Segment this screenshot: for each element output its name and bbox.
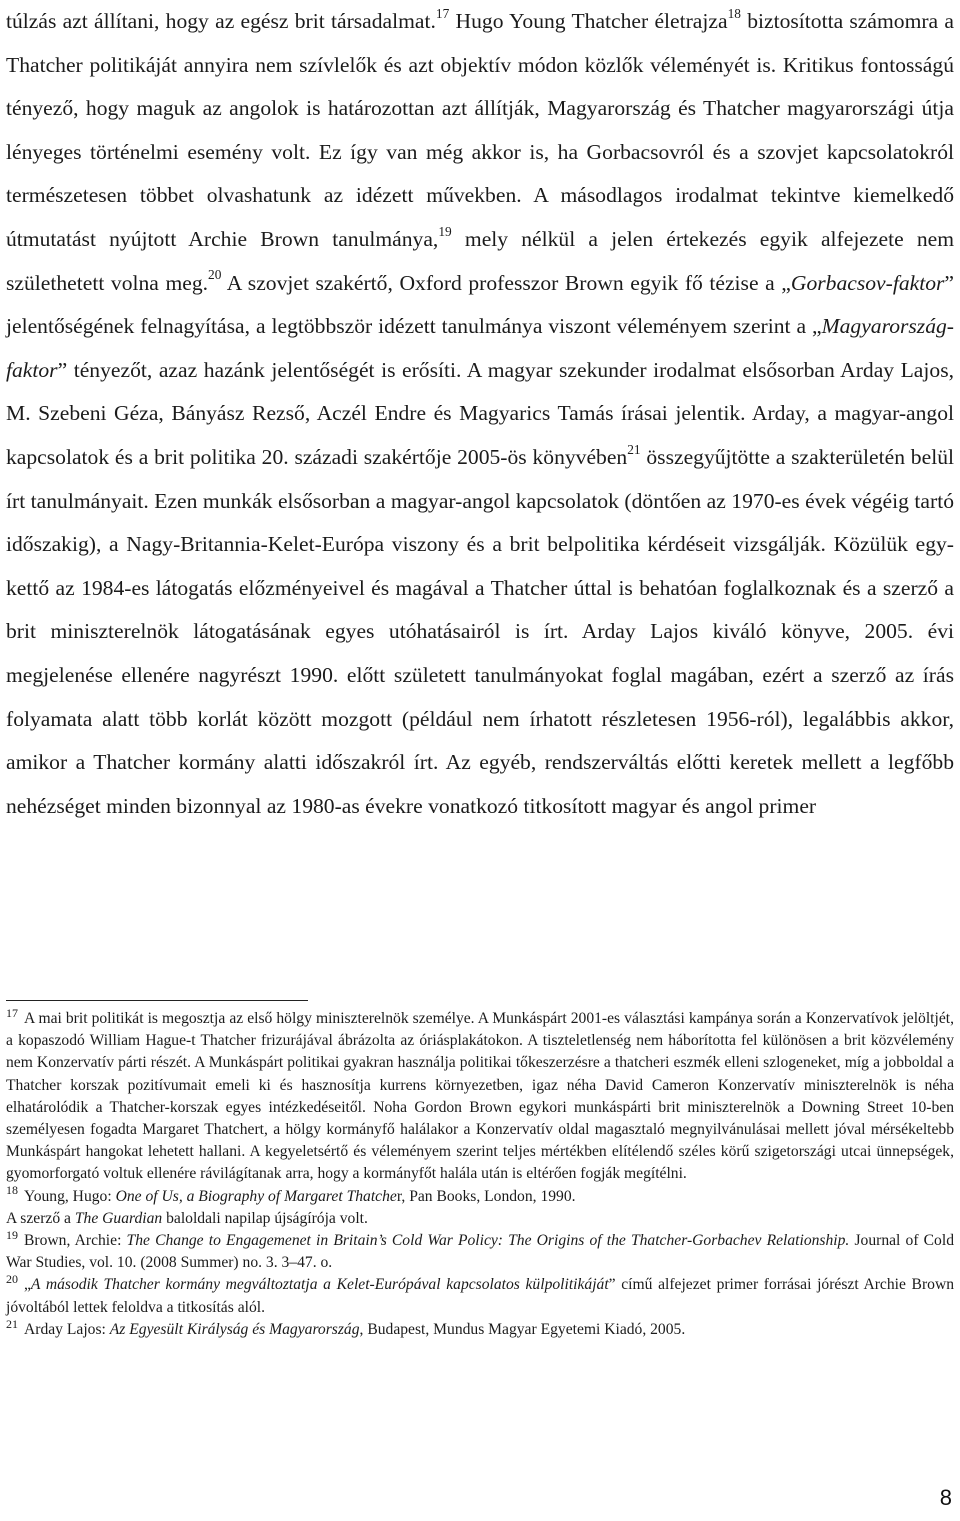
- footnote-number: 19: [6, 1227, 18, 1242]
- footnote-ref-21[interactable]: 21: [627, 441, 641, 457]
- footnote-text: ” című alfejezet primer forrásai jórészt Archie Brown jóvoltából lettek feloldva a titkosítás alól.: [6, 1276, 954, 1316]
- footnote-text: „: [24, 1276, 31, 1294]
- page-number: 8: [939, 1485, 952, 1510]
- footnote-17: [6, 1005, 954, 1186]
- footnote-number: 17: [6, 1005, 18, 1020]
- footnote-title: One of Us, a Biography of Margaret Thatche: [115, 1187, 397, 1205]
- footnote-21: [6, 1316, 954, 1341]
- footnote-text: Young, Hugo:: [24, 1187, 116, 1205]
- footnote-text: , Budapest, Mundus Magyar Egyetemi Kiadó, 2005.: [359, 1320, 686, 1338]
- footnote-text: Arday Lajos:: [24, 1320, 110, 1338]
- footnotes: [6, 1005, 954, 1341]
- footnote-text: Brown, Archie:: [24, 1232, 127, 1250]
- footnote-title: The Change to Engagemenet in Britain’s Cold War Policy: The Origins of the Thatcher-Gorbachev Relationship.: [126, 1232, 850, 1250]
- body-text-segment: túlzás azt állítani, hogy az egész brit társadalmat.: [6, 9, 436, 33]
- footnote-19: [6, 1227, 954, 1274]
- footnote-20: [6, 1274, 954, 1318]
- footnote-title: The Guardian: [74, 1209, 163, 1227]
- body-text-segment: ” jelentőségének felnagyítása, a legtöbbször idézett tanulmánya viszont véleményem szerint a „: [6, 270, 954, 339]
- footnote-18-note: [6, 1208, 954, 1230]
- footnote-text: Journal of Cold War Studies, vol. 10. (2008 Summer) no. 3. 3–47. o.: [6, 1232, 954, 1272]
- body-text-segment: összegyűjtötte a szakterületén belül írt tanulmányait. Ezen munkák elsősorban a magyar-angol kapcsolatok (döntően az 1970-es évek végéig tartó időszakig), a Nagy-Britannia-Kelet-Európa viszony és a brit belpolitika kérdéseit vizsgálják. Közülük egy-kettő az 1984-es látogatás előzményeivel és magával a Thatcher úttal is behatóan foglalkoznak és a szerző a brit miniszterelnök látogatásának egyes utóhatásairól is írt. Arday Lajos kiváló könyve, 2005. évi megjelenése ellenére nagyrészt 1990. előtt született tanulmányokat foglal magában, ezért a szerző az írás folyamata alatt több korlát között mozgott (például nem írhatott részletesen 1956-ról), legalábbis akkor, amikor a Thatcher kormány alatti időszakról írt. Az egyéb, rendszerváltás előtti keretek mellett a legfőbb nehézséget minden bizonnyal az 1980-as évekre vonatkozó titkosított magyar és angol primer: [6, 444, 954, 818]
- main-text: [6, 0, 954, 828]
- body-text-segment: A szovjet szakértő, Oxford professzor Brown egyik fő tézise a „: [221, 270, 791, 295]
- footnote-ref-18[interactable]: 18: [727, 5, 741, 21]
- footnote-number: 21: [6, 1316, 18, 1331]
- footnote-title: A második Thatcher kormány megváltoztatja a Kelet-Európával kapcsolatos külpolitikáját: [30, 1276, 609, 1294]
- footnote-ref-20[interactable]: 20: [208, 267, 222, 283]
- footnote-text: A szerző a: [6, 1209, 75, 1227]
- footnote-text: baloldali napilap újságírója volt.: [162, 1209, 368, 1227]
- footnote-ref-19[interactable]: 19: [438, 223, 452, 239]
- footnote-18: [6, 1183, 954, 1208]
- body-paragraph: [6, 0, 954, 828]
- body-text-segment: Hugo Young Thatcher életrajza: [449, 9, 728, 33]
- footnote-text: A mai brit politikát is megosztja az első hölgy miniszterelnök személye. A Munkáspárt 2001-es választási kampánya során a Konzervatívok jelöltjét, a kopaszodó William Hague-t Thatcher frizurájával ábrázolta az óriásplakátokon. A tiszteletlenség nem háborította fel különösen a brit közvélemény nem Konzervatív párti részét. A Munkáspárt politikai gyakran használja politikai tőkeszerzésre a thatcheri eszmék elleni szlogeneket, míg a jobboldal a Thatcher korszak pozitívumait emeli ki és hasznosítja kurrens környezetben, igaz néha David Cameron Konzervatív miniszterelnök is néha elhatárolódik a Thatcher-korszak egyes intézkedéseitől. Noha Gordon Brown egykori munkáspárti brit miniszterelnök a Downing Street 10-ben személyesen fogadta Margaret Thatchert, a hölgy kormányfő halálakor a Konzervatív oldal magasztaló megnyilvánulásai mellett jóval mérsékeltebb Munkáspárt hangokat lehetett hallani. A kegyeletsértő és véleményem szerint teljes mértékben elítélendő széles körű szigetországi utcai ünnepségek, gyomorforgató voltuk ellenére rávilágítanak arra, hogy a kormányfőt halála után is eltérően fogják megítélni.: [6, 1010, 954, 1183]
- footnote-ref-17[interactable]: 17: [435, 5, 450, 21]
- footnote-separator: [6, 1000, 308, 1001]
- footnote-number: 18: [6, 1183, 18, 1198]
- italic-term: Magyarország-faktor: [6, 314, 954, 382]
- footnote-title: Az Egyesült Királyság és Magyarország: [109, 1320, 360, 1338]
- footnote-text: r, Pan Books, London, 1990.: [396, 1187, 576, 1205]
- italic-term: Gorbacsov-faktor: [790, 270, 945, 295]
- footnote-number: 20: [6, 1272, 18, 1287]
- body-text-segment: ” tényezőt, azaz hazánk jelentőségét is erősíti. A magyar szekunder irodalmat elsősorban Arday Lajos, M. Szebeni Géza, Bányász Rezső, Aczél Endre és Magyarics Tamás írásai jelentik. Arday, a magyar-angol kapcsolatok és a brit politika 20. századi szakértője 2005-ös könyvében: [6, 357, 954, 469]
- body-text-segment: mely nélkül a jelen értekezés egyik alfejezete nem születhetett volna meg.: [6, 226, 955, 295]
- body-text-segment: biztosította számomra a Thatcher politikáját annyira nem szívlelők és azt objektív módon közlők véleményét is. Kritikus fontosságú tényező, hogy maguk az angolok is határozottan azt állítják, Magyarország és Thatcher magyarországi útja lényeges történelmi esemény volt. Ez így van még akkor is, ha Gorbacsovról és a szovjet kapcsolatokról természetesen többet olvashatunk az idézett művekben. A másodlagos irodalmat tekintve kiemelkedő útmutatást nyújtott Archie Brown tanulmánya,: [6, 9, 954, 251]
